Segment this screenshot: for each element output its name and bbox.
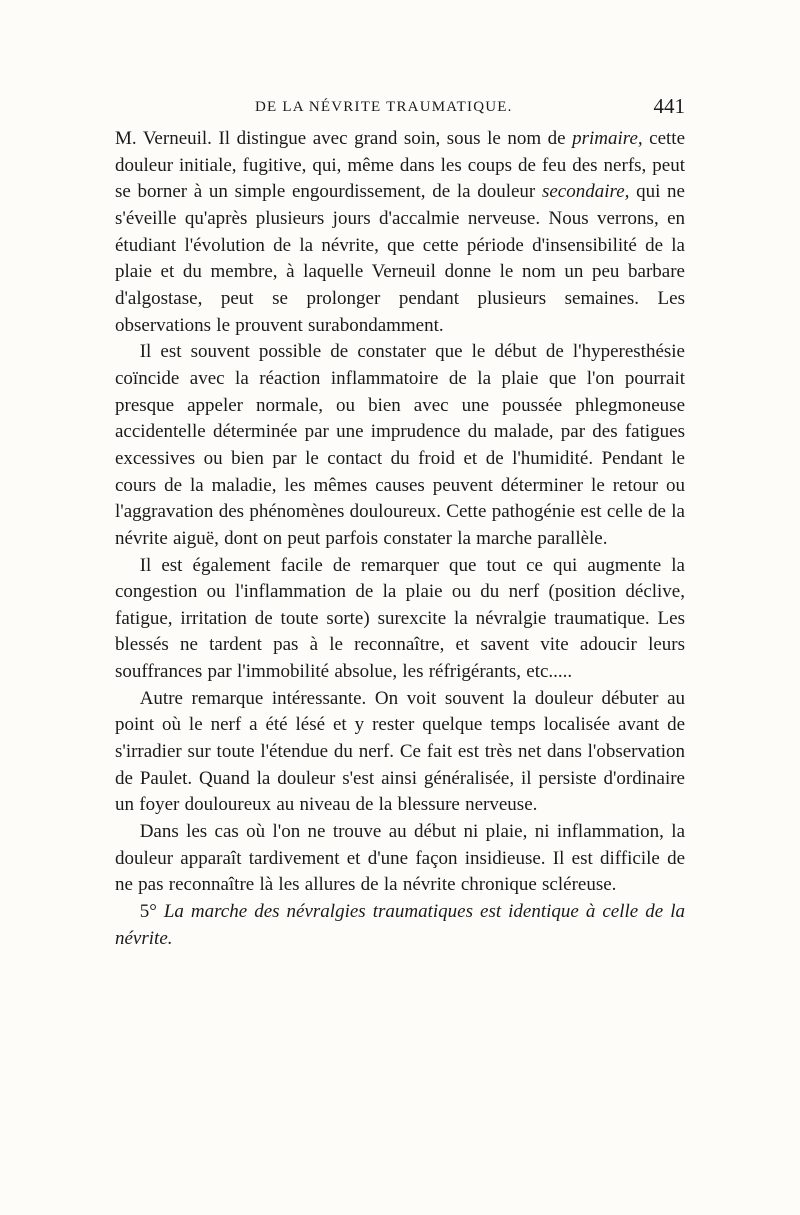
paragraph: [115, 126, 685, 339]
paragraph: [115, 686, 685, 819]
text-segment: Il est souvent possible de constater que le début de l'hyperesthésie coïncide avec la réaction inflammatoire de la plaie que l'on pourrait presque appeler normale, ou bien avec une poussée phlegmoneuse accidentelle déterminée par une imprudence du malade, par des fatigues excessives ou bien par le contact du froid et de l'humidité. Pendant le cours de la maladie, les mêmes causes peuvent déterminer le retour ou l'aggravation des phénomènes douloureux. Cette pathogénie est celle de la névrite aiguë, dont on peut parfois constater la marche parallèle.: [115, 341, 685, 549]
page-number: 441: [653, 94, 685, 118]
text-segment: Il est également facile de remarquer que tout ce qui augmente la congestion ou l'inflammation de la plaie ou du nerf (position déclive, fatigue, irritation de toute sorte) surexcite la névralgie traumatique. Les blessés ne tardent pas à le reconnaître, et savent vite adoucir leurs souffrances par l'immobilité absolue, les réfrigérants, etc.....: [115, 554, 685, 683]
section-number: 5°: [139, 901, 164, 923]
text-segment: cette douleur initiale, fugitive, qui, même dans les coups de feu des nerfs, peut se borner à un simple engourdissement, de la douleur: [115, 128, 685, 203]
section-heading: La marche des névralgies traumatiques est identique à celle de la névrite.: [115, 901, 685, 949]
text-segment: M. Verneuil. Il distingue avec grand soin, sous le nom de: [115, 128, 573, 149]
page-header: [115, 96, 685, 126]
paragraph: [115, 819, 685, 899]
text-segment: qui ne s'éveille qu'après plusieurs jours d'accalmie nerveuse. Nous verrons, en étudiant l'évolution de la névrite, que cette période d'insensibilité de la plaie et du membre, à laquelle Verneuil donne le nom un peu barbare d'algostase, peut se prolonger pendant plusieurs semaines. Les observations le prouvent surabondamment.: [115, 181, 685, 336]
italic-term: secondaire,: [541, 181, 630, 203]
italic-term: primaire,: [572, 128, 643, 149]
paragraph: [115, 339, 685, 552]
body-text: [115, 126, 685, 952]
paragraph: [115, 553, 685, 686]
section-heading-paragraph: [115, 899, 685, 952]
text-segment: Autre remarque intéressante. On voit souvent la douleur débuter au point où le nerf a été lésé et y rester quelque temps localisée avant de s'irradier sur toute l'étendue du nerf. Ce fait est très net dans l'observation de Paulet. Quand la douleur s'est ainsi généralisée, il persiste d'ordinaire un foyer douloureux au niveau de la blessure nerveuse.: [115, 687, 685, 816]
running-title: DE LA NÉVRITE TRAUMATIQUE.: [255, 99, 513, 115]
text-segment: Dans les cas où l'on ne trouve au début ni plaie, ni inflammation, la douleur apparaît tardivement et d'une façon insidieuse. Il est difficile de ne pas reconnaître là les allures de la névrite chronique scléreuse.: [115, 821, 685, 896]
